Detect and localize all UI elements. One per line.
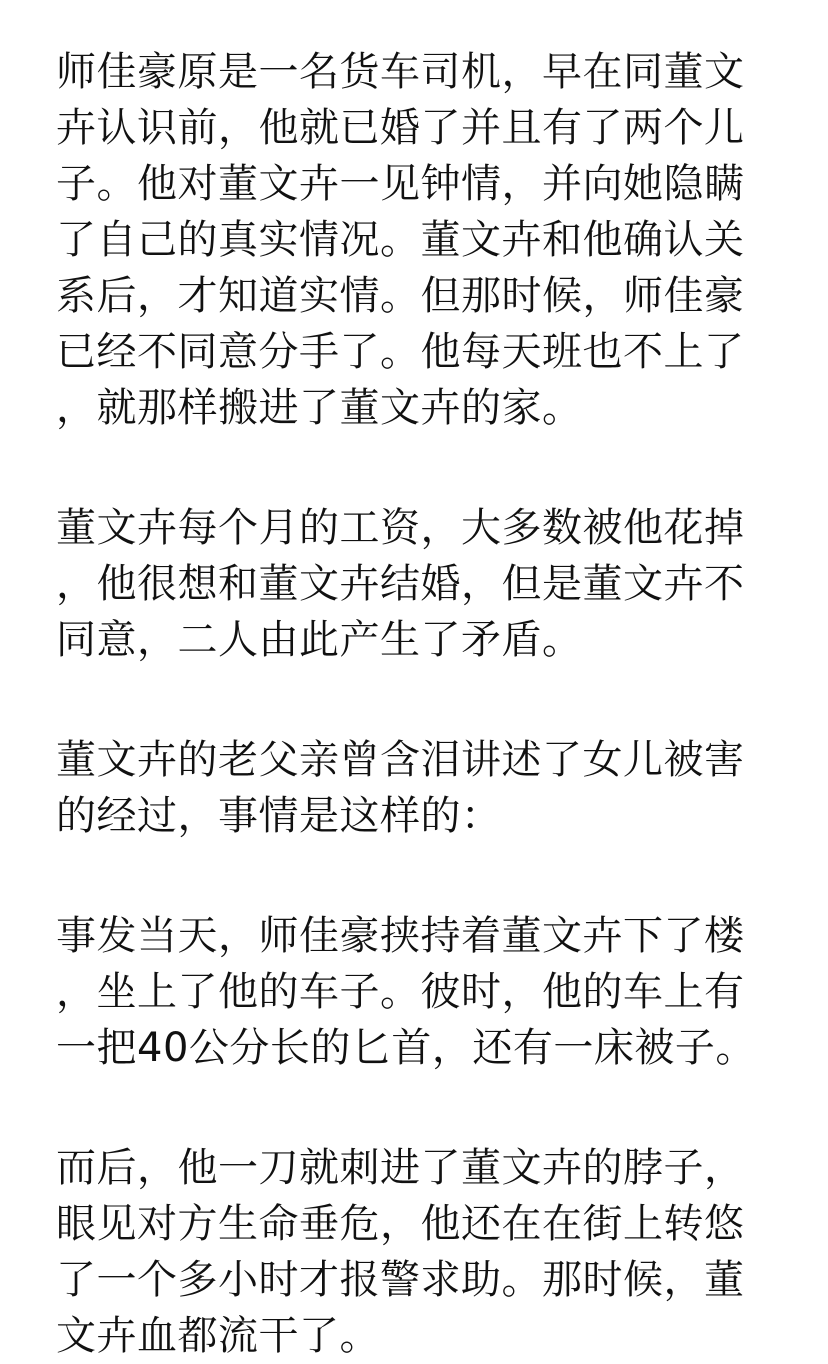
paragraph-1	[56, 44, 776, 436]
paragraph-gap	[56, 436, 776, 500]
text-line: 董文卉的老父亲曾含泪讲述了女儿被害	[56, 737, 745, 783]
cut-off-line	[56, 1308, 776, 1359]
paragraph-5	[56, 1140, 776, 1359]
text-line: 一把40公分长的匕首，还有一床被子。	[56, 1025, 756, 1071]
paragraph-4	[56, 908, 776, 1076]
paragraph-gap	[56, 844, 776, 908]
cut-off-text: 文卉血都流干了。	[56, 1313, 380, 1359]
text-line: 师佳豪原是一名货车司机，早在同董文	[56, 49, 745, 95]
text-line: 的经过，事情是这样的：	[56, 793, 502, 839]
text-line: 董文卉每个月的工资，大多数被他花掉	[56, 505, 745, 551]
article-body	[56, 44, 776, 1359]
text-line: 已经不同意分手了。他每天班也不上了	[56, 329, 745, 375]
text-line: 事发当天，师佳豪挟持着董文卉下了楼	[56, 913, 745, 959]
paragraph-gap	[56, 1076, 776, 1140]
text-line: 同意，二人由此产生了矛盾。	[56, 617, 583, 663]
text-line: 系后，才知道实情。但那时候，师佳豪	[56, 273, 745, 319]
text-line: 子。他对董文卉一见钟情，并向她隐瞒	[56, 161, 745, 207]
text-line: 眼见对方生命垂危，他还在在街上转悠	[56, 1201, 745, 1247]
text-line: 而后，他一刀就刺进了董文卉的脖子，	[56, 1145, 745, 1191]
text-line: ，坐上了他的车子。彼时，他的车上有	[56, 969, 745, 1015]
text-line: ，他很想和董文卉结婚，但是董文卉不	[56, 561, 745, 607]
text-line: 了一个多小时才报警求助。那时候，董	[56, 1257, 745, 1303]
paragraph-2	[56, 500, 776, 668]
text-line: 了自己的真实情况。董文卉和他确认关	[56, 217, 745, 263]
paragraph-gap	[56, 668, 776, 732]
paragraph-3	[56, 732, 776, 844]
text-line: ，就那样搬进了董文卉的家。	[56, 385, 583, 431]
text-line: 卉认识前，他就已婚了并且有了两个儿	[56, 105, 745, 151]
